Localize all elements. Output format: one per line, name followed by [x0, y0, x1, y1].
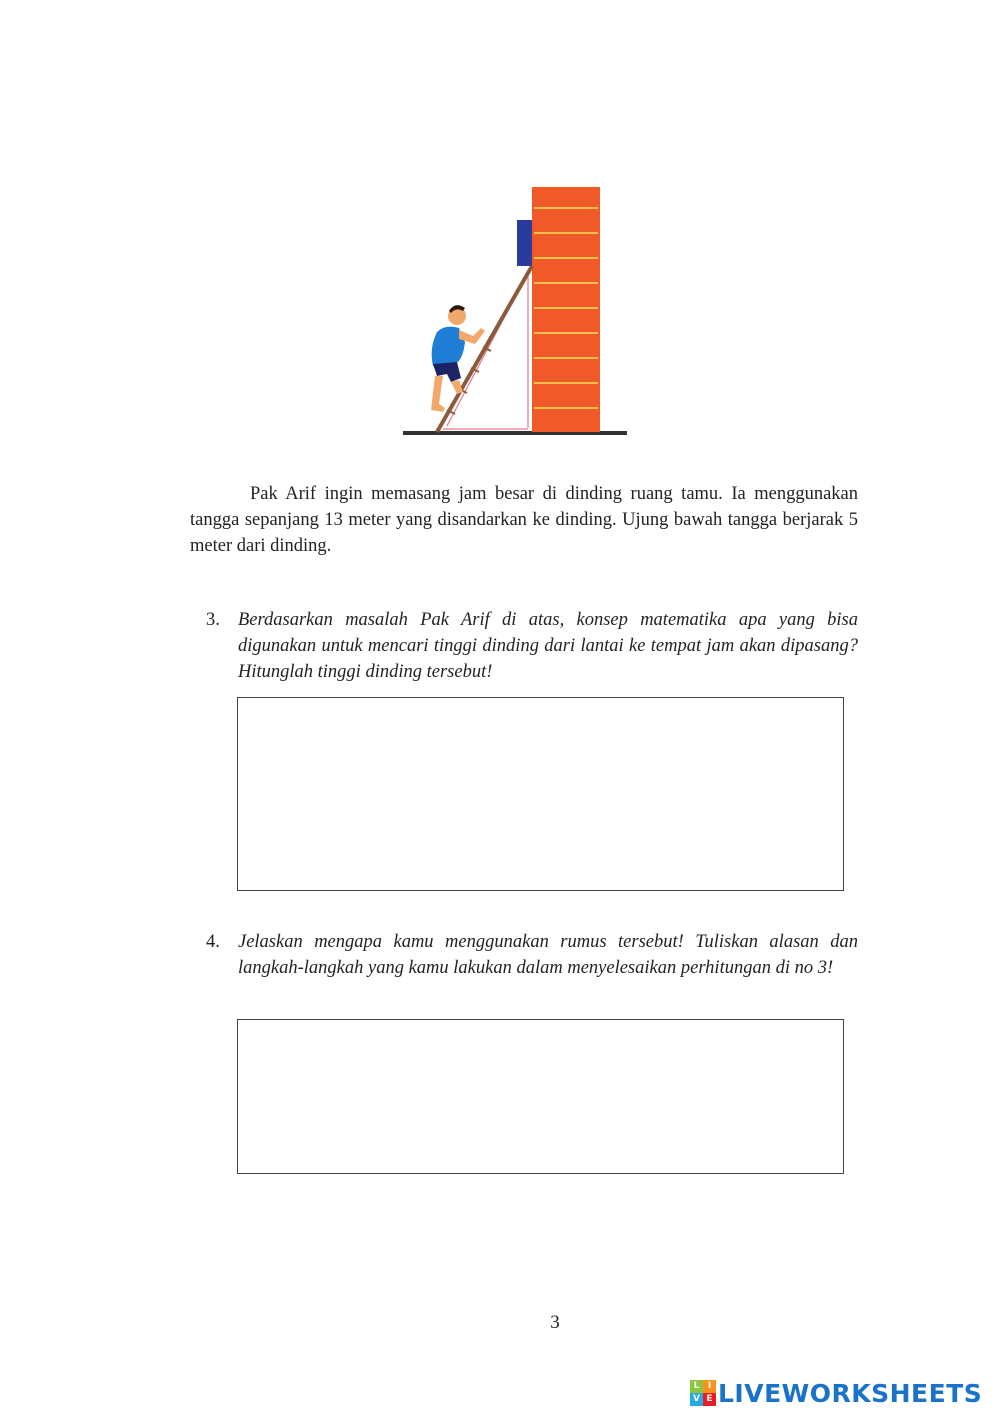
question-text: Jelaskan mengapa kamu menggunakan rumus tersebut! Tuliskan alasan dan langkah-langkah yang kamu lakukan dalam menyelesaikan perhitungan di no 3!	[238, 932, 858, 978]
question-text: Berdasarkan masalah Pak Arif di atas, konsep matematika apa yang bisa digunakan untuk mencari tinggi dinding dari lantai ke tempat jam akan dipasang?Hitunglah tinggi dinding tersebut!	[238, 610, 858, 682]
liveworksheets-logo-icon: L I V E	[690, 1380, 716, 1406]
problem-paragraph: Pak Arif ingin memasang jam besar di dinding ruang tamu. Ia menggunakan tangga sepanjang 13 meter yang disandarkan ke dinding. Ujung bawah tangga berjarak 5 meter dari dinding.	[190, 484, 858, 556]
brand-name: LIVEWORKSHEETS	[718, 1378, 983, 1408]
clock-icon	[517, 220, 532, 266]
ladder-wall-illustration	[395, 180, 635, 442]
brand-watermark[interactable]	[690, 1377, 982, 1409]
question-4	[206, 929, 858, 981]
question-number: 3.	[206, 610, 220, 630]
page-number: 3	[550, 1312, 560, 1333]
answer-box-question-3[interactable]	[237, 697, 844, 891]
question-3	[206, 607, 858, 685]
answer-box-question-4[interactable]	[237, 1019, 844, 1174]
brick-wall	[532, 187, 600, 432]
question-number: 4.	[206, 932, 220, 952]
